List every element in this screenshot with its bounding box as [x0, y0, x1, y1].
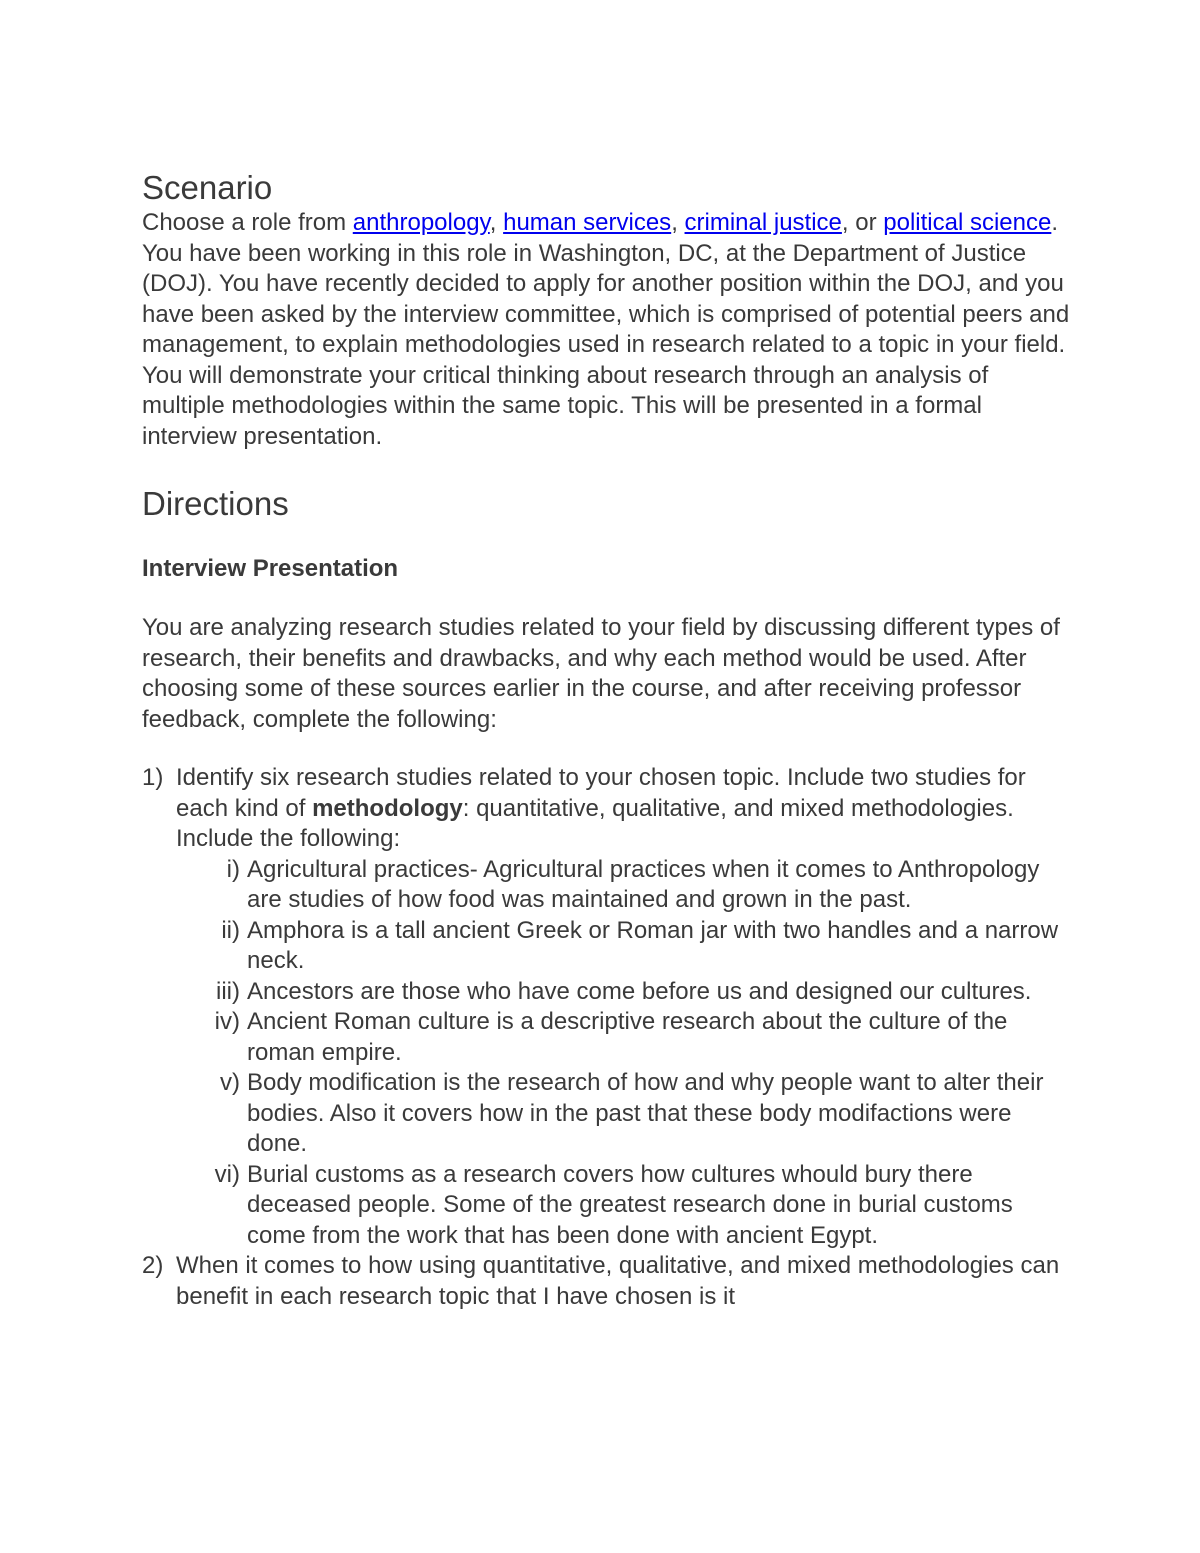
link-political-science[interactable]: political science — [883, 209, 1052, 236]
sub-list-text: Agricultural practices- Agricultural practices when it comes to Anthropology are studies of how food was maintained and grown in the past. — [247, 855, 1040, 913]
sub-list-text: Amphora is a tall ancient Greek or Roman jar with two handles and a narrow neck. — [247, 916, 1059, 974]
link-anthropology[interactable]: anthropology — [352, 209, 490, 236]
sub-list-text: Body modification is the research of how and why people want to alter their bodies. Also it covers how in the past that these body modifactions were done. — [247, 1069, 1044, 1157]
bold-term: methodology — [312, 794, 463, 822]
separator: , or — [841, 209, 884, 236]
interview-presentation-heading: Interview Presentation — [142, 555, 399, 582]
sub-list-item — [176, 1068, 1072, 1160]
sub-list-number: i) — [226, 855, 240, 883]
sub-list-text: Ancestors are those who have come before us and designed our cultures. — [247, 977, 1032, 1005]
sub-list-number: iv) — [214, 1008, 240, 1035]
list-item — [142, 763, 1072, 1251]
scenario-intro: Choose a role from — [142, 209, 353, 236]
sub-list-item — [176, 1160, 1072, 1252]
scenario-heading: Scenario — [142, 169, 273, 206]
separator: , — [489, 209, 504, 236]
instructions-list — [142, 763, 1072, 1312]
list-number: 1) — [142, 764, 164, 791]
sub-list-item — [176, 977, 1072, 1008]
document-page — [142, 168, 1072, 1312]
sub-list-number: v) — [220, 1069, 240, 1096]
sub-list — [176, 855, 1072, 1252]
directions-heading: Directions — [142, 485, 289, 522]
sub-list-text: Burial customs as a research covers how cultures whould bury there deceased people. Some of the greatest research done in burial customs come from the work that has been done with ancient Egypt. — [247, 1160, 1013, 1249]
scenario-paragraph — [142, 208, 1072, 452]
list-item-text: Identify six research studies related to your chosen topic. Include two studies for each kind of — [176, 764, 1026, 822]
sub-list-item — [176, 1007, 1072, 1068]
sub-list-number: vi) — [214, 1160, 240, 1188]
list-item — [142, 1251, 1072, 1312]
link-criminal-justice[interactable]: criminal justice — [684, 209, 842, 236]
directions-paragraph: You are analyzing research studies related to your field by discussing different types of research, their benefits and drawbacks, and why each method would be used. After choosing some of these sources earlier in the course, and after receiving professor feedback, complete the following: — [142, 614, 1060, 733]
separator: , — [671, 209, 685, 236]
list-item-text: : quantitative, qualitative, and mixed methodologies. Include the following: — [176, 794, 1014, 852]
sub-list-text: Ancient Roman culture is a descriptive research about the culture of the roman empire. — [247, 1008, 1008, 1066]
sub-list-item — [176, 916, 1072, 977]
link-human-services[interactable]: human services — [503, 209, 672, 236]
scenario-body: . You have been working in this role in Washington, DC, at the Department of Justice (DOJ). You have recently decided to apply for another position within the DOJ, and you have been asked by the interview committee, which is comprised of potential peers and management, to explain methodologies used in research related to a topic in your field. You will demonstrate your critical thinking about research through an analysis of multiple methodologies within the same topic. This will be presented in a formal interview presentation. — [142, 209, 1070, 450]
list-number: 2) — [142, 1252, 164, 1279]
sub-list-item — [176, 855, 1072, 916]
sub-list-number: ii) — [221, 916, 240, 944]
sub-list-number: iii) — [216, 977, 240, 1005]
list-item-text: When it comes to how using quantitative, qualitative, and mixed methodologies can benefit in each research topic that I have chosen is it — [176, 1252, 1060, 1310]
